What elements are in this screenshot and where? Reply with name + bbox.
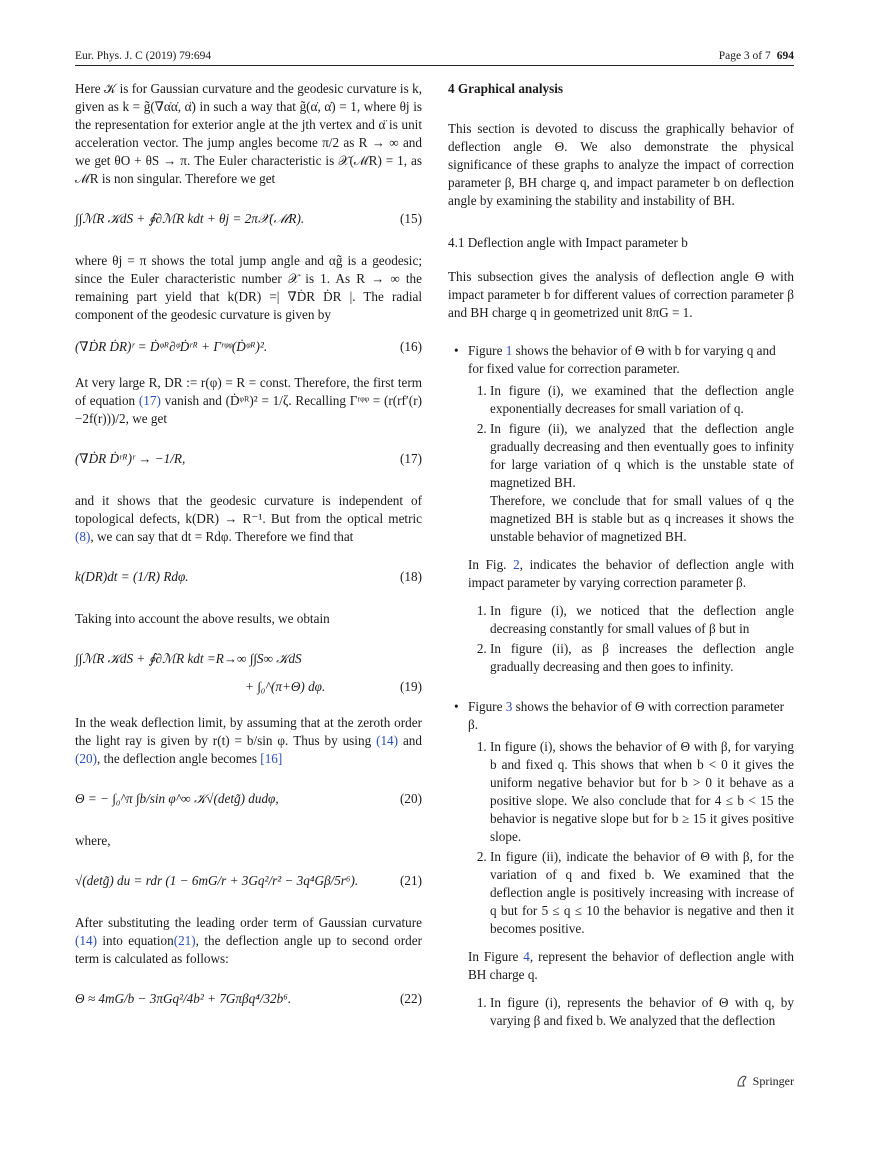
text-span: shows the behavior of Θ with b for varying q and for fixed value for correction parameter. [468,343,776,376]
text-span: shows the behavior of Θ with correction parameter β. [468,699,785,732]
equation-17-expr: (∇ḊR Ḋʳᴿ)ʳ → −1/R, [75,451,186,466]
right-column [448,80,794,1040]
equation-22 [75,978,422,1022]
equation-20-expr: Θ = − ∫₀^π ∫b/sin φ^∞ 𝒦√(detg̃) dudφ, [75,791,279,806]
list-item: 1. In figure (i), we noticed that the deflection angle decreasing constantly for small values of β but in [490,602,794,638]
equation-18 [75,556,422,600]
paragraph-substituting [75,914,422,968]
figure-ref-2[interactable]: 2 [513,557,520,572]
list-item: 2. In figure (ii), as β increases the deflection angle gradually decreasing and then goes to infinity. [490,640,794,676]
running-header [75,45,794,66]
journal-citation: Eur. Phys. J. C (2019) 79:694 [75,50,212,62]
section-intro: This section is devoted to discuss the graphically behavior of deflection angle Θ. We also demonstrate the physical significance of these graphs to analyze the impact of correction parameter β, BH charge q, and impact parameter b on deflection angle by examining the stability and instability of BH. [448,121,794,208]
equation-19-line1: ∫∫ℳR 𝒦dS + ∮∂ℳR kdt =R→∞ ∫∫S∞ 𝒦dS [75,651,302,666]
list-item: 1. In figure (i), represents the behavior of Θ with q, by varying β and fixed b. We analyzed that the deflection [490,994,794,1030]
equation-15-expr: ∫∫ℳR 𝒦dS + ∮∂ℳR kdt + θj = 2π𝒳(ℳR). [75,211,305,226]
paragraph-where: where, [75,833,111,848]
text-span: vanish and (Ḋᵠᴿ)² = 1/ζ. Recalling Γʳᵠᵠ = (r(rf′(r)−2f(r)))/2, we get [75,393,422,426]
figure-2-list [468,602,794,676]
paragraph-topological [75,492,422,546]
paragraph-gauss-bonnet: Here 𝒦 is for Gaussian curvature and the geodesic curvature is k, given as k = g̃(∇α̇α̇, α̈) in such a way that g̃(α̇, α̇) = 1, where θj is the representation for exterior angle at the jth vertex and α̈ is unit acceleration vector. The jump angles become π/2 as R → ∞ and we get θO + θS → π. The Euler characteristic is 𝒳(ℳR) = 1, as ℳR is non singular. Therefore we get [75,81,422,186]
equation-ref-14[interactable]: (14) [376,733,399,748]
figure-3-list [468,738,794,938]
citation-ref-16[interactable]: [16] [260,751,283,766]
list-item: 2. In figure (ii), indicate the behavior of Θ with β, for the variation of q and fixed b. We examined that the deflection angle is positively increasing with increase of q but for 5 ≤ q ≤ 10 the behavior is negative and then it becomes positive. [490,848,794,938]
equation-21-number: (21) [400,873,422,888]
analysis-bullets [448,342,794,1030]
equation-16 [75,334,422,364]
springer-horse-icon [735,1074,749,1088]
equation-15 [75,198,422,242]
list-item: 1. In figure (i), shows the behavior of Θ with β, for varying b and fixed q. This shows that when b < 0 it gives the uniform negative behavior but for b > 0 it behave as a positive slope. We also conclude that for 4 ≤ b < 15 the behavior is negative slope but for b ≥ 15 it gives positive slope. [490,738,794,846]
figure-ref-3[interactable]: 3 [505,699,513,714]
text-span: , the deflection angle becomes [96,751,261,766]
equation-19-line2: + ∫₀^(π+Θ) dφ. [245,679,326,694]
text-span: In the weak deflection limit, by assuming that at the zeroth order the light ray is given by r(t) = b/sin φ. Thus by using [75,715,422,748]
text-span: , represent the behavior of deflection angle with BH charge q. [468,949,794,982]
subsection-title: 4.1 Deflection angle with Impact parameter b [448,235,688,250]
equation-18-number: (18) [400,569,422,584]
equation-ref-20[interactable]: (20) [75,751,97,766]
list-item: 1. In figure (i), we examined that the deflection angle exponentially decreases for small variation of q. [490,382,794,418]
page-number-text: Page 3 of 7 [718,50,771,62]
figure-ref-1[interactable]: 1 [505,343,513,358]
text-span: into equation [96,933,174,948]
figure-4-list [468,994,794,1030]
section-title: 4 Graphical analysis [448,81,564,96]
equation-19 [75,638,422,704]
publisher-footer [735,1072,794,1090]
figure-2-intro [468,556,794,592]
equation-ref-8[interactable]: (8) [75,529,91,544]
text-span: and [398,733,422,748]
figure-1-conclusion: Therefore, we conclude that for small values of q the magnetized BH is stable but as q increases it shows the unstable behavior of magnetized BH. [490,493,794,544]
text-span: , the deflection angle up to second order term is calculated as follows: [75,933,422,966]
equation-22-expr: Θ ≈ 4mG/b − 3πGq²/4b² + 7Gπβq⁴/32b⁶. [75,991,292,1006]
text-span: At very large R, DR := r(φ) = R = const. Therefore, the first term of equation [75,375,422,408]
equation-17-number: (17) [400,451,422,466]
equation-20-number: (20) [400,791,422,806]
text-span: , we can say that dt = Rdφ. Therefore we find that [90,529,354,544]
equation-16-expr: (∇ḊR ḊR)ʳ = Ḋᵠᴿ∂ᵠḊʳᴿ + Γʳᵠᵠ(Ḋᵠᴿ)². [75,339,268,354]
equation-18-expr: k(DR)dt = (1/R) Rdφ. [75,569,189,584]
equation-ref-17[interactable]: (17) [138,393,161,408]
page-info [719,47,794,65]
figure-4-intro [468,948,794,984]
equation-20 [75,778,422,822]
article-number: 694 [776,50,794,62]
text-span: In Figure [468,949,524,964]
text-span: and it shows that the geodesic curvature is independent of topological defects, k(DR) → R⁻¹. But from the optical metric [75,493,422,526]
left-column [75,80,422,1032]
bullet-figure-3 [448,698,794,1030]
subsection-intro: This subsection gives the analysis of deflection angle Θ with impact parameter b for different values of correction parameter β and BH charge q in geometrized unit 8πG = 1. [448,269,794,320]
equation-22-number: (22) [400,991,422,1006]
equation-21 [75,860,422,904]
text-span: , indicates the behavior of deflection angle with impact parameter by varying correction parameter β. [468,557,794,590]
text-span: Figure [468,699,506,714]
list-item [490,420,794,546]
paragraph-weak-deflection [75,714,422,768]
text-span: After substituting the leading order term of Gaussian curvature [75,915,422,930]
text-span: In Fig. [468,557,514,572]
figure-ref-4[interactable]: 4 [523,949,530,964]
text-span: Figure [468,343,506,358]
text-span: In figure (ii), we analyzed that the deflection angle gradually decreasing and then eventually goes to infinity for large variation of q which is the unstable state of magnetized BH. [490,421,794,490]
equation-ref-14b[interactable]: (14) [75,933,97,948]
equation-16-number: (16) [400,339,422,354]
equation-19-number: (19) [400,679,422,694]
paragraph-jump-angle: where θj = π shows the total jump angle and αg̃ is a geodesic; since the Euler characteristic number 𝒳 is 1. As R → ∞ the remaining part yield that k(DR) =| ∇ḊR ḊR |. The radial component of the geodesic curvature is given by [75,253,422,322]
figure-1-list [468,382,794,546]
bullet-figure-1 [448,342,794,676]
equation-ref-21[interactable]: (21) [173,933,196,948]
publisher-name: Springer [752,1074,794,1088]
paragraph-large-r [75,374,422,428]
equation-21-expr: √(detg̃) du = rdr (1 − 6mG/r + 3Gq²/r² − 3q⁴Gβ/5r⁶). [75,873,359,888]
equation-15-number: (15) [400,211,422,226]
paragraph-taking-account: Taking into account the above results, we obtain [75,611,330,626]
equation-17 [75,438,422,482]
